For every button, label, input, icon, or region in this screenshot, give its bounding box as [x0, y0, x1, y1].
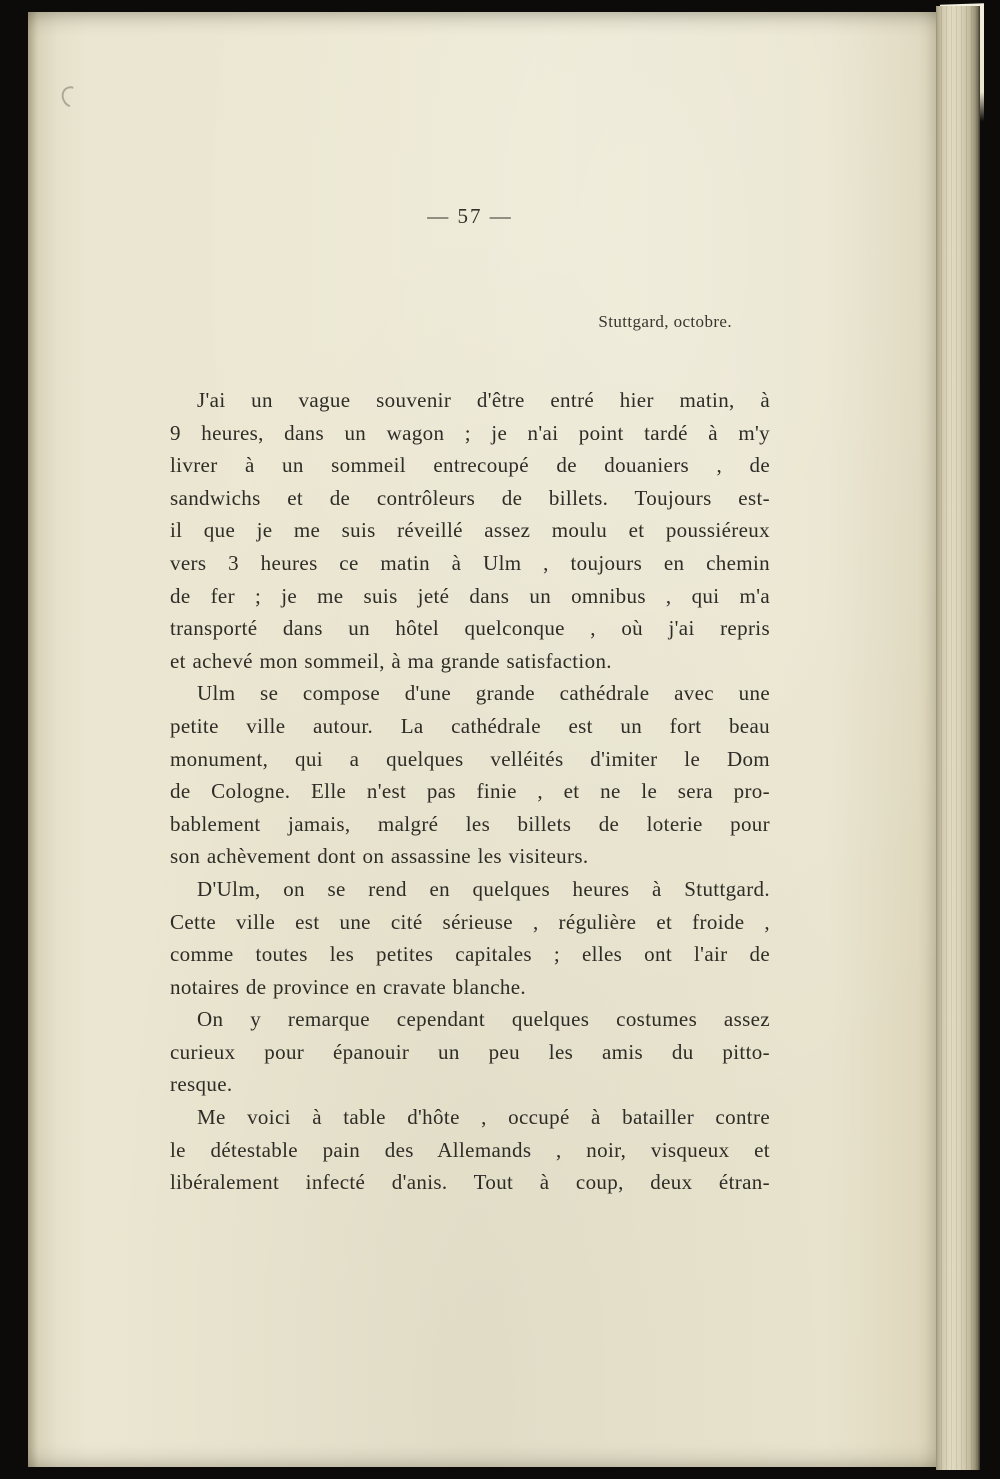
text-line: il que je me suis réveillé assez moulu et poussiéreux	[170, 518, 770, 543]
text-line: vers 3 heures ce matin à Ulm , toujours en chemin	[170, 550, 770, 575]
text-line: son achèvement dont on assassine les visiteurs.	[170, 844, 589, 869]
page-edge-stack	[936, 6, 980, 1470]
text-line: On y remarque cependant quelques costumes assez	[197, 1007, 770, 1032]
text-line: et achevé mon sommeil, à ma grande satisfaction.	[170, 648, 612, 673]
paragraph	[170, 677, 770, 873]
text-line: notaires de province en cravate blanche.	[170, 974, 526, 999]
text-line: transporté dans un hôtel quelconque , où j'ai repris	[170, 616, 770, 641]
page-number: — 57 —	[427, 204, 513, 228]
body-text	[170, 384, 770, 1199]
text-line: curieux pour épanouir un peu les amis du pitto-	[170, 1039, 770, 1064]
pencil-mark	[58, 83, 85, 111]
text-line: J'ai un vague souvenir d'être entré hier matin, à	[197, 388, 770, 412]
text-line: 9 heures, dans un wagon ; je n'ai point tardé à m'y	[170, 420, 770, 445]
text-line: monument, qui a quelques velléités d'imiter le Dom	[170, 746, 770, 771]
book-page	[28, 12, 936, 1467]
text-line: le détestable pain des Allemands , noir, visqueux et	[170, 1137, 770, 1162]
text-line: D'Ulm, on se rend en quelques heures à Stuttgard.	[197, 876, 770, 901]
text-line: libéralement infecté d'anis. Tout à coup, deux étran-	[170, 1170, 770, 1195]
paragraph	[170, 1101, 770, 1199]
text-line: Me voici à table d'hôte , occupé à batailler contre	[197, 1105, 770, 1130]
paragraph	[170, 873, 770, 1003]
paragraph	[170, 1003, 770, 1101]
text-line: de Cologne. Elle n'est pas finie , et ne le sera pro-	[170, 779, 770, 804]
text-line: petite ville autour. La cathédrale est un fort beau	[170, 713, 770, 738]
text-line: bablement jamais, malgré les billets de loterie pour	[170, 811, 770, 836]
text-column	[170, 12, 770, 1467]
text-line: Cette ville est une cité sérieuse , régulière et froide ,	[170, 909, 770, 934]
dateline: Stuttgard, octobre.	[598, 312, 732, 331]
text-line: sandwichs et de contrôleurs de billets. Toujours est-	[170, 485, 770, 510]
text-line: resque.	[170, 1072, 233, 1097]
text-line: de fer ; je me suis jeté dans un omnibus , qui m'a	[170, 583, 770, 608]
text-line: livrer à un sommeil entrecoupé de douaniers , de	[170, 453, 770, 478]
text-line: comme toutes les petites capitales ; elles ont l'air de	[170, 942, 770, 967]
paragraph	[170, 384, 770, 677]
text-line: Ulm se compose d'une grande cathédrale avec une	[197, 681, 770, 706]
